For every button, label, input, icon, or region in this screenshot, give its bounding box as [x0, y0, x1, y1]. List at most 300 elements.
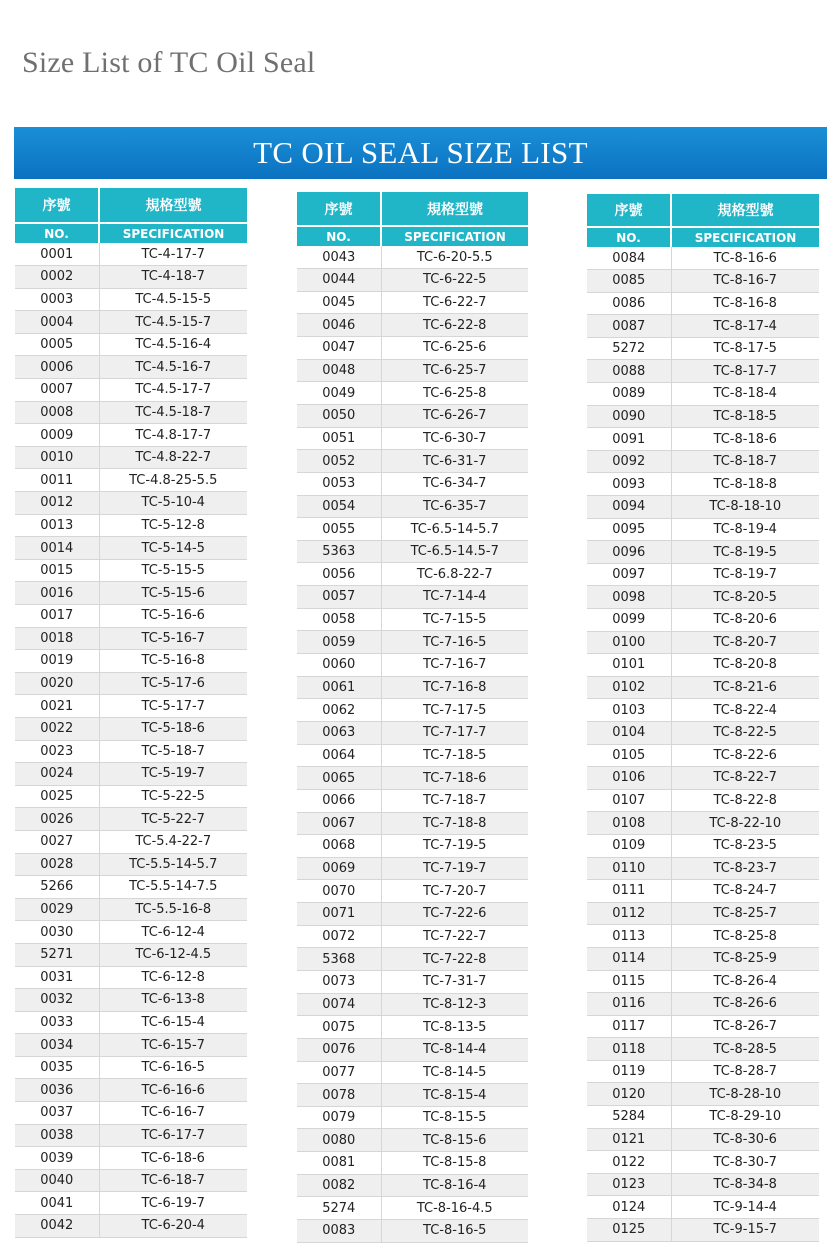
- table-row: [297, 608, 528, 631]
- table-row: [587, 1173, 819, 1196]
- header-no-en: NO.: [587, 227, 671, 247]
- row-number: 0119: [587, 1060, 671, 1083]
- row-specification: TC-7-14-4: [381, 586, 528, 609]
- row-number: 0028: [15, 853, 99, 876]
- row-specification: TC-5-16-8: [99, 650, 247, 673]
- size-table: [587, 194, 819, 1242]
- row-specification: TC-8-19-4: [671, 518, 819, 541]
- row-specification: TC-5.5-14-5.7: [99, 853, 247, 876]
- row-number: 5284: [587, 1106, 671, 1129]
- row-number: 0121: [587, 1128, 671, 1151]
- table-row: [15, 966, 247, 989]
- row-specification: TC-8-20-7: [671, 631, 819, 654]
- row-specification: TC-5-15-5: [99, 559, 247, 582]
- row-number: 0029: [15, 898, 99, 921]
- row-number: 0082: [297, 1174, 381, 1197]
- table-row: [297, 835, 528, 858]
- row-number: 0012: [15, 492, 99, 515]
- row-specification: TC-6.5-14-5.7: [381, 518, 528, 541]
- table-row: [297, 1106, 528, 1129]
- row-specification: TC-5-22-5: [99, 785, 247, 808]
- table-row: [587, 1151, 819, 1174]
- row-number: 0088: [587, 360, 671, 383]
- row-number: 0031: [15, 966, 99, 989]
- row-number: 0051: [297, 427, 381, 450]
- row-specification: TC-5-16-7: [99, 627, 247, 650]
- table-row: [587, 383, 819, 406]
- table-row: [15, 559, 247, 582]
- row-specification: TC-8-23-5: [671, 834, 819, 857]
- row-specification: TC-9-15-7: [671, 1219, 819, 1242]
- row-specification: TC-8-30-7: [671, 1151, 819, 1174]
- row-specification: TC-8-15-4: [381, 1084, 528, 1107]
- table-row: [587, 496, 819, 519]
- row-number: 5368: [297, 948, 381, 971]
- table-row: [587, 1083, 819, 1106]
- table-row: [297, 337, 528, 360]
- row-specification: TC-6-16-7: [99, 1102, 247, 1125]
- table-row: [587, 970, 819, 993]
- header-spec-en: SPECIFICATION: [381, 226, 528, 246]
- table-row: [297, 631, 528, 654]
- row-number: 0023: [15, 740, 99, 763]
- table-row: [15, 492, 247, 515]
- table-row: [297, 246, 528, 269]
- table-row: [15, 1124, 247, 1147]
- table-row: [587, 993, 819, 1016]
- row-number: 0074: [297, 993, 381, 1016]
- row-specification: TC-7-18-5: [381, 744, 528, 767]
- row-number: 0107: [587, 789, 671, 812]
- header-no-cn: 序號: [15, 188, 99, 223]
- table-row: [297, 699, 528, 722]
- table-row: [15, 356, 247, 379]
- row-specification: TC-5-19-7: [99, 763, 247, 786]
- row-number: 0050: [297, 404, 381, 427]
- page-title: Size List of TC Oil Seal: [22, 46, 316, 79]
- table-row: [297, 654, 528, 677]
- row-specification: TC-6-35-7: [381, 495, 528, 518]
- row-number: 0059: [297, 631, 381, 654]
- table-row: [297, 971, 528, 994]
- row-specification: TC-8-16-4: [381, 1174, 528, 1197]
- row-specification: TC-4.8-17-7: [99, 424, 247, 447]
- table-row: [587, 676, 819, 699]
- row-specification: TC-6-25-7: [381, 359, 528, 382]
- row-specification: TC-8-18-5: [671, 405, 819, 428]
- row-specification: TC-4-17-7: [99, 243, 247, 266]
- row-number: 0030: [15, 921, 99, 944]
- row-specification: TC-8-19-7: [671, 563, 819, 586]
- row-number: 0040: [15, 1169, 99, 1192]
- table-row: [297, 767, 528, 790]
- row-number: 0098: [587, 586, 671, 609]
- row-number: 0026: [15, 808, 99, 831]
- header-no-cn: 序號: [297, 192, 381, 226]
- row-number: 0068: [297, 835, 381, 858]
- row-number: 0008: [15, 401, 99, 424]
- table-row: [15, 740, 247, 763]
- row-number: 0038: [15, 1124, 99, 1147]
- row-specification: TC-8-20-5: [671, 586, 819, 609]
- row-number: 0046: [297, 314, 381, 337]
- row-number: 0067: [297, 812, 381, 835]
- row-specification: TC-7-22-7: [381, 925, 528, 948]
- row-number: 0122: [587, 1151, 671, 1174]
- table-row: [15, 898, 247, 921]
- row-specification: TC-8-21-6: [671, 676, 819, 699]
- row-number: 0065: [297, 767, 381, 790]
- header-spec-cn: 規格型號: [99, 188, 247, 223]
- table-row: [297, 518, 528, 541]
- table-row: [15, 243, 247, 266]
- row-number: 0125: [587, 1219, 671, 1242]
- row-number: 5266: [15, 876, 99, 899]
- row-specification: TC-8-20-8: [671, 654, 819, 677]
- table-row: [587, 1038, 819, 1061]
- header-spec-en: SPECIFICATION: [99, 223, 247, 243]
- table-row: [297, 744, 528, 767]
- table-row: [297, 472, 528, 495]
- row-number: 0077: [297, 1061, 381, 1084]
- table-row: [587, 1219, 819, 1242]
- row-specification: TC-8-14-5: [381, 1061, 528, 1084]
- row-specification: TC-5-16-6: [99, 605, 247, 628]
- row-number: 0076: [297, 1038, 381, 1061]
- row-specification: TC-8-25-9: [671, 947, 819, 970]
- row-specification: TC-5-15-6: [99, 582, 247, 605]
- table-row: [15, 1056, 247, 1079]
- row-number: 0004: [15, 311, 99, 334]
- size-table: [297, 192, 528, 1243]
- row-number: 0118: [587, 1038, 671, 1061]
- table-row: [297, 1220, 528, 1243]
- row-specification: TC-6-15-7: [99, 1034, 247, 1057]
- row-specification: TC-5-18-7: [99, 740, 247, 763]
- row-specification: TC-8-22-5: [671, 721, 819, 744]
- table-row: [297, 789, 528, 812]
- table-row: [587, 292, 819, 315]
- table-row: [15, 1079, 247, 1102]
- row-specification: TC-8-16-6: [671, 247, 819, 270]
- size-table: [15, 188, 247, 1238]
- table-row: [15, 853, 247, 876]
- row-number: 0109: [587, 834, 671, 857]
- row-specification: TC-8-14-4: [381, 1038, 528, 1061]
- row-specification: TC-8-34-8: [671, 1173, 819, 1196]
- row-number: 0041: [15, 1192, 99, 1215]
- row-specification: TC-6-30-7: [381, 427, 528, 450]
- row-specification: TC-6-22-8: [381, 314, 528, 337]
- row-specification: TC-8-15-5: [381, 1106, 528, 1129]
- row-number: 0016: [15, 582, 99, 605]
- table-row: [297, 1061, 528, 1084]
- row-number: 0024: [15, 763, 99, 786]
- row-number: 0018: [15, 627, 99, 650]
- row-specification: TC-8-17-5: [671, 337, 819, 360]
- row-number: 0053: [297, 472, 381, 495]
- row-number: 0092: [587, 450, 671, 473]
- row-specification: TC-8-15-8: [381, 1152, 528, 1175]
- table-row: [587, 518, 819, 541]
- table-row: [15, 379, 247, 402]
- row-specification: TC-8-18-6: [671, 428, 819, 451]
- table-row: [297, 925, 528, 948]
- table-row: [587, 902, 819, 925]
- table-row: [15, 333, 247, 356]
- table-row: [15, 1192, 247, 1215]
- row-number: 0057: [297, 586, 381, 609]
- row-number: 0115: [587, 970, 671, 993]
- row-number: 0099: [587, 609, 671, 632]
- row-specification: TC-6-13-8: [99, 989, 247, 1012]
- row-number: 0095: [587, 518, 671, 541]
- row-specification: TC-6-22-5: [381, 269, 528, 292]
- table-row: [297, 721, 528, 744]
- table-row: [587, 337, 819, 360]
- table-row: [587, 654, 819, 677]
- table-row: [297, 1197, 528, 1220]
- row-number: 0017: [15, 605, 99, 628]
- row-specification: TC-8-30-6: [671, 1128, 819, 1151]
- table-row: [297, 1038, 528, 1061]
- row-specification: TC-6-20-5.5: [381, 246, 528, 269]
- table-row: [587, 925, 819, 948]
- row-number: 0066: [297, 789, 381, 812]
- row-specification: TC-6-25-6: [381, 337, 528, 360]
- row-number: 0061: [297, 676, 381, 699]
- table-row: [15, 808, 247, 831]
- table-row: [587, 834, 819, 857]
- table-row: [297, 903, 528, 926]
- table-row: [297, 1084, 528, 1107]
- table-row: [297, 948, 528, 971]
- row-specification: TC-6.8-22-7: [381, 563, 528, 586]
- row-number: 0039: [15, 1147, 99, 1170]
- row-specification: TC-6-17-7: [99, 1124, 247, 1147]
- row-number: 0005: [15, 333, 99, 356]
- table-row: [15, 1011, 247, 1034]
- row-number: 0106: [587, 767, 671, 790]
- row-number: 0011: [15, 469, 99, 492]
- row-specification: TC-7-19-7: [381, 857, 528, 880]
- row-specification: TC-8-16-7: [671, 270, 819, 293]
- table-row: [15, 582, 247, 605]
- row-specification: TC-4.5-16-7: [99, 356, 247, 379]
- row-number: 0036: [15, 1079, 99, 1102]
- row-specification: TC-7-17-7: [381, 721, 528, 744]
- row-number: 5272: [587, 337, 671, 360]
- row-number: 0020: [15, 672, 99, 695]
- row-specification: TC-6-16-5: [99, 1056, 247, 1079]
- row-specification: TC-8-13-5: [381, 1016, 528, 1039]
- row-specification: TC-8-19-5: [671, 541, 819, 564]
- row-number: 0013: [15, 514, 99, 537]
- table-row: [15, 537, 247, 560]
- row-number: 0047: [297, 337, 381, 360]
- row-number: 0049: [297, 382, 381, 405]
- table-row: [15, 1147, 247, 1170]
- table-row: [15, 943, 247, 966]
- row-specification: TC-8-26-6: [671, 993, 819, 1016]
- row-number: 0117: [587, 1015, 671, 1038]
- row-specification: TC-6-26-7: [381, 404, 528, 427]
- table-row: [297, 427, 528, 450]
- row-number: 0078: [297, 1084, 381, 1107]
- row-specification: TC-8-22-10: [671, 812, 819, 835]
- table-row: [587, 315, 819, 338]
- table-row: [297, 495, 528, 518]
- row-number: 0037: [15, 1102, 99, 1125]
- table-row: [587, 360, 819, 383]
- row-specification: TC-6-16-6: [99, 1079, 247, 1102]
- row-specification: TC-8-17-7: [671, 360, 819, 383]
- row-number: 0007: [15, 379, 99, 402]
- row-specification: TC-8-25-8: [671, 925, 819, 948]
- row-specification: TC-6-12-4: [99, 921, 247, 944]
- table-row: [15, 717, 247, 740]
- row-number: 0001: [15, 243, 99, 266]
- row-specification: TC-5.4-22-7: [99, 830, 247, 853]
- row-number: 0052: [297, 450, 381, 473]
- table-row: [587, 744, 819, 767]
- row-number: 0021: [15, 695, 99, 718]
- table-row: [297, 314, 528, 337]
- row-number: 0112: [587, 902, 671, 925]
- table-row: [297, 1152, 528, 1175]
- table-row: [297, 291, 528, 314]
- row-specification: TC-8-15-6: [381, 1129, 528, 1152]
- row-number: 0083: [297, 1220, 381, 1243]
- table-row: [15, 627, 247, 650]
- row-number: 0087: [587, 315, 671, 338]
- row-number: 5274: [297, 1197, 381, 1220]
- row-specification: TC-8-23-7: [671, 857, 819, 880]
- table-row: [587, 947, 819, 970]
- table-row: [297, 450, 528, 473]
- row-number: 0060: [297, 654, 381, 677]
- row-number: 0064: [297, 744, 381, 767]
- size-table-column-3: [587, 194, 819, 1242]
- row-specification: TC-6-22-7: [381, 291, 528, 314]
- row-specification: TC-4.8-22-7: [99, 446, 247, 469]
- row-specification: TC-8-22-6: [671, 744, 819, 767]
- banner-title: TC OIL SEAL SIZE LIST: [253, 135, 588, 170]
- row-number: 0113: [587, 925, 671, 948]
- row-specification: TC-8-16-4.5: [381, 1197, 528, 1220]
- row-specification: TC-7-17-5: [381, 699, 528, 722]
- row-specification: TC-6-18-6: [99, 1147, 247, 1170]
- row-specification: TC-5-22-7: [99, 808, 247, 831]
- row-specification: TC-7-18-6: [381, 767, 528, 790]
- table-row: [297, 1016, 528, 1039]
- table-row: [587, 1060, 819, 1083]
- row-number: 0091: [587, 428, 671, 451]
- table-row: [587, 450, 819, 473]
- row-number: 0063: [297, 721, 381, 744]
- table-row: [15, 876, 247, 899]
- table-row: [297, 880, 528, 903]
- table-row: [297, 586, 528, 609]
- table-row: [587, 880, 819, 903]
- table-row: [15, 672, 247, 695]
- header-spec-cn: 規格型號: [671, 194, 819, 227]
- table-row: [15, 1169, 247, 1192]
- row-number: 0056: [297, 563, 381, 586]
- row-specification: TC-8-28-5: [671, 1038, 819, 1061]
- row-specification: TC-8-25-7: [671, 902, 819, 925]
- table-row: [297, 993, 528, 1016]
- row-specification: TC-5-17-7: [99, 695, 247, 718]
- row-specification: TC-4.5-15-7: [99, 311, 247, 334]
- size-table-column-1: [15, 188, 247, 1238]
- row-specification: TC-7-20-7: [381, 880, 528, 903]
- table-row: [15, 401, 247, 424]
- table-row: [297, 563, 528, 586]
- table-row: [15, 830, 247, 853]
- table-row: [15, 650, 247, 673]
- row-number: 0043: [297, 246, 381, 269]
- row-number: 0102: [587, 676, 671, 699]
- table-row: [15, 1034, 247, 1057]
- table-row: [587, 631, 819, 654]
- row-specification: TC-7-18-8: [381, 812, 528, 835]
- row-specification: TC-7-22-8: [381, 948, 528, 971]
- row-specification: TC-8-26-4: [671, 970, 819, 993]
- row-number: 0114: [587, 947, 671, 970]
- row-specification: TC-5-10-4: [99, 492, 247, 515]
- table-row: [15, 266, 247, 289]
- table-row: [15, 469, 247, 492]
- row-number: 5271: [15, 943, 99, 966]
- title-banner: [14, 127, 827, 179]
- table-row: [587, 1106, 819, 1129]
- row-number: 0104: [587, 721, 671, 744]
- row-number: 0084: [587, 247, 671, 270]
- table-row: [15, 514, 247, 537]
- table-row: [297, 382, 528, 405]
- table-row: [15, 989, 247, 1012]
- row-specification: TC-8-28-10: [671, 1083, 819, 1106]
- row-specification: TC-5.5-16-8: [99, 898, 247, 921]
- row-number: 0075: [297, 1016, 381, 1039]
- row-specification: TC-8-12-3: [381, 993, 528, 1016]
- row-number: 0090: [587, 405, 671, 428]
- row-number: 0062: [297, 699, 381, 722]
- table-row: [297, 676, 528, 699]
- row-number: 0003: [15, 288, 99, 311]
- table-row: [587, 767, 819, 790]
- table-row: [297, 1174, 528, 1197]
- table-row: [587, 541, 819, 564]
- row-number: 0042: [15, 1215, 99, 1238]
- table-row: [297, 857, 528, 880]
- table-row: [297, 812, 528, 835]
- table-row: [297, 1129, 528, 1152]
- row-specification: TC-8-22-4: [671, 699, 819, 722]
- row-number: 0124: [587, 1196, 671, 1219]
- table-row: [587, 699, 819, 722]
- header-no-en: NO.: [15, 223, 99, 243]
- row-number: 0035: [15, 1056, 99, 1079]
- row-specification: TC-7-16-5: [381, 631, 528, 654]
- table-row: [15, 763, 247, 786]
- row-specification: TC-8-22-8: [671, 789, 819, 812]
- row-specification: TC-8-26-7: [671, 1015, 819, 1038]
- row-number: 0094: [587, 496, 671, 519]
- row-number: 0093: [587, 473, 671, 496]
- row-specification: TC-4-18-7: [99, 266, 247, 289]
